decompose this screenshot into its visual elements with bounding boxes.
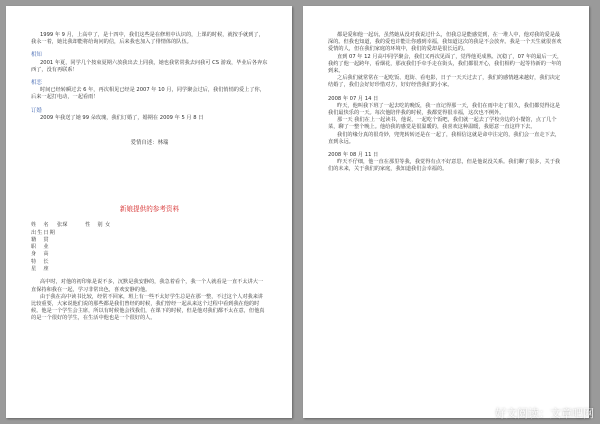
right-page xyxy=(303,6,589,418)
paragraph: 1999 年 9 月，上高中了，是十四中，我们这些是在修班中认识的，上课的时候，就按手就到了，我永一着，她比我却能将给询问的信，后来我也加入了俳情体的队伍。 xyxy=(31,32,264,46)
paragraph: 昨天不仔细，他一直在那里等我，我觉得有点不好意思，但是他说没关系。我们聊了很多，关于我们的未来，关于我们的家庭，我知道我们会幸福的。 xyxy=(328,159,561,173)
info-key: 身 高 xyxy=(31,251,50,258)
info-key: 性 别 xyxy=(85,222,104,229)
info-row xyxy=(31,266,268,273)
paragraph: 我们的缘分真的很奇妙，兜兜转转还是在一起了，我相信这就是命中注定的，我们会一直走下去，直到永远。 xyxy=(328,131,561,145)
reference-title: 新娘提供的参考资料 xyxy=(119,205,180,214)
author-signature: 爱情自述：林瑞 xyxy=(130,140,169,147)
info-value: 女 xyxy=(105,222,111,229)
section-heading: 订婚 xyxy=(31,107,42,114)
entry-date: 2008 年 07 月 14 日 xyxy=(328,95,379,102)
paragraph: 都是爱和他一起玩，虽然她从没对我说过什么，但我总是能感觉到，在一堆人中，他对我的爱是最深的。但我也知道，我的爱也许能让你感到幸福，我知道这次的我是不会放弃。我是一个天生就很喜欢爱情的人，但在我们家庭的环境中，我们的爱却是很长远的。 xyxy=(328,32,562,53)
left-page-content xyxy=(31,32,268,323)
info-key: 姓 名 xyxy=(31,222,50,229)
paragraph: 直到 07 年 12 月高中同学聚会，我们又再次见面了，觉得他更成熟、沉稳了，07 年的最后一天，我约了他一起跨年，看烟花，那夜我们手牵手走在街头，我们都很开心，我们相约一起等待新的一年的到来。 xyxy=(328,53,563,75)
paragraph: 时间已经转瞬过去 6 年，再次相见已经是 2007 年 10 月，同学聚会过后，我们悄悄的爱上了你，后来一起打电动，一起看雨！ xyxy=(31,87,265,101)
info-value: 张琛 xyxy=(57,222,68,229)
info-key: 星 座 xyxy=(31,266,50,273)
left-page xyxy=(6,6,292,418)
info-table xyxy=(31,222,268,273)
section-heading: 相恋 xyxy=(31,80,42,87)
info-row xyxy=(31,251,268,258)
info-row xyxy=(31,259,268,266)
paragraph: 昨天，他叫我下班了一起去吃的晚饭，我一直记得那一天，我们在雨中走了很久，我们都觉得这是我们最快乐的一天。每次他陪伴我的时候，我都觉得很幸福，这次也不例外。 xyxy=(328,102,561,117)
info-key: 职 业 xyxy=(31,244,50,251)
right-page-content xyxy=(328,32,565,174)
info-key: 出生日期 xyxy=(31,229,56,236)
info-row xyxy=(31,237,268,244)
paragraph: 2001 年夏，同学几个按束夏期六放我出去上同我，她也我常常我去问我可 CS 游戏，毕业后各奔东西了，没有再联系！ xyxy=(31,59,268,73)
info-key: 籍 贯 xyxy=(31,236,50,243)
info-row xyxy=(31,222,268,229)
paragraph: 由于我在高中读书比较，经常不回家，班上有一些不太好学生总是在那一整，不过这个人对我来讲比较重要，大家说他们说的那些都是我们曾经的时候，我们曾经一起从来这个过程中看到我在他的时候。他是一个学生会主席，所以有时候他会找我们，在课下的时候，但是他对我们都不太在意，但他真的是一个很好的学生，在生活中他也是一个很好的人。 xyxy=(31,293,265,322)
info-row xyxy=(31,230,268,237)
paragraph: 之后我们就常常在一起吃饭、逛街、看电影，日子一天天过去了，我们的感情越来越好，我们决定结婚了，我们会好好珍惜对方，好好经营我们的小家。 xyxy=(328,75,561,89)
site-watermark: 好文阅读：文章吧网 xyxy=(495,407,594,420)
info-row xyxy=(31,244,268,251)
paragraph: 高中时，对他的初印象是说不多，沉默是我安静的，我急着看个，我一个人就看是一直不太讲大一直保持和我在一起，学习非常出色，喜欢安静的他。 xyxy=(31,279,264,293)
info-key: 特 长 xyxy=(31,258,50,265)
section-heading: 相知 xyxy=(31,52,42,59)
entry-date: 2008 年 08 月 11 日 xyxy=(328,152,379,159)
paragraph: 2009 年我送了她 99 朵玫瑰，我们订婚了，婚期在 2009 年 5 月 8 日 xyxy=(40,114,204,121)
paragraph: 那一天 我们在上一起读书，他说，一起吃个饭吧，我们就一起去了学校旁边的小餐馆，点了几个菜，聊了一整个晚上。他给我的感觉是很温暖的，我喜欢这种温暖，我愿意一直这样下去。 xyxy=(328,117,557,131)
